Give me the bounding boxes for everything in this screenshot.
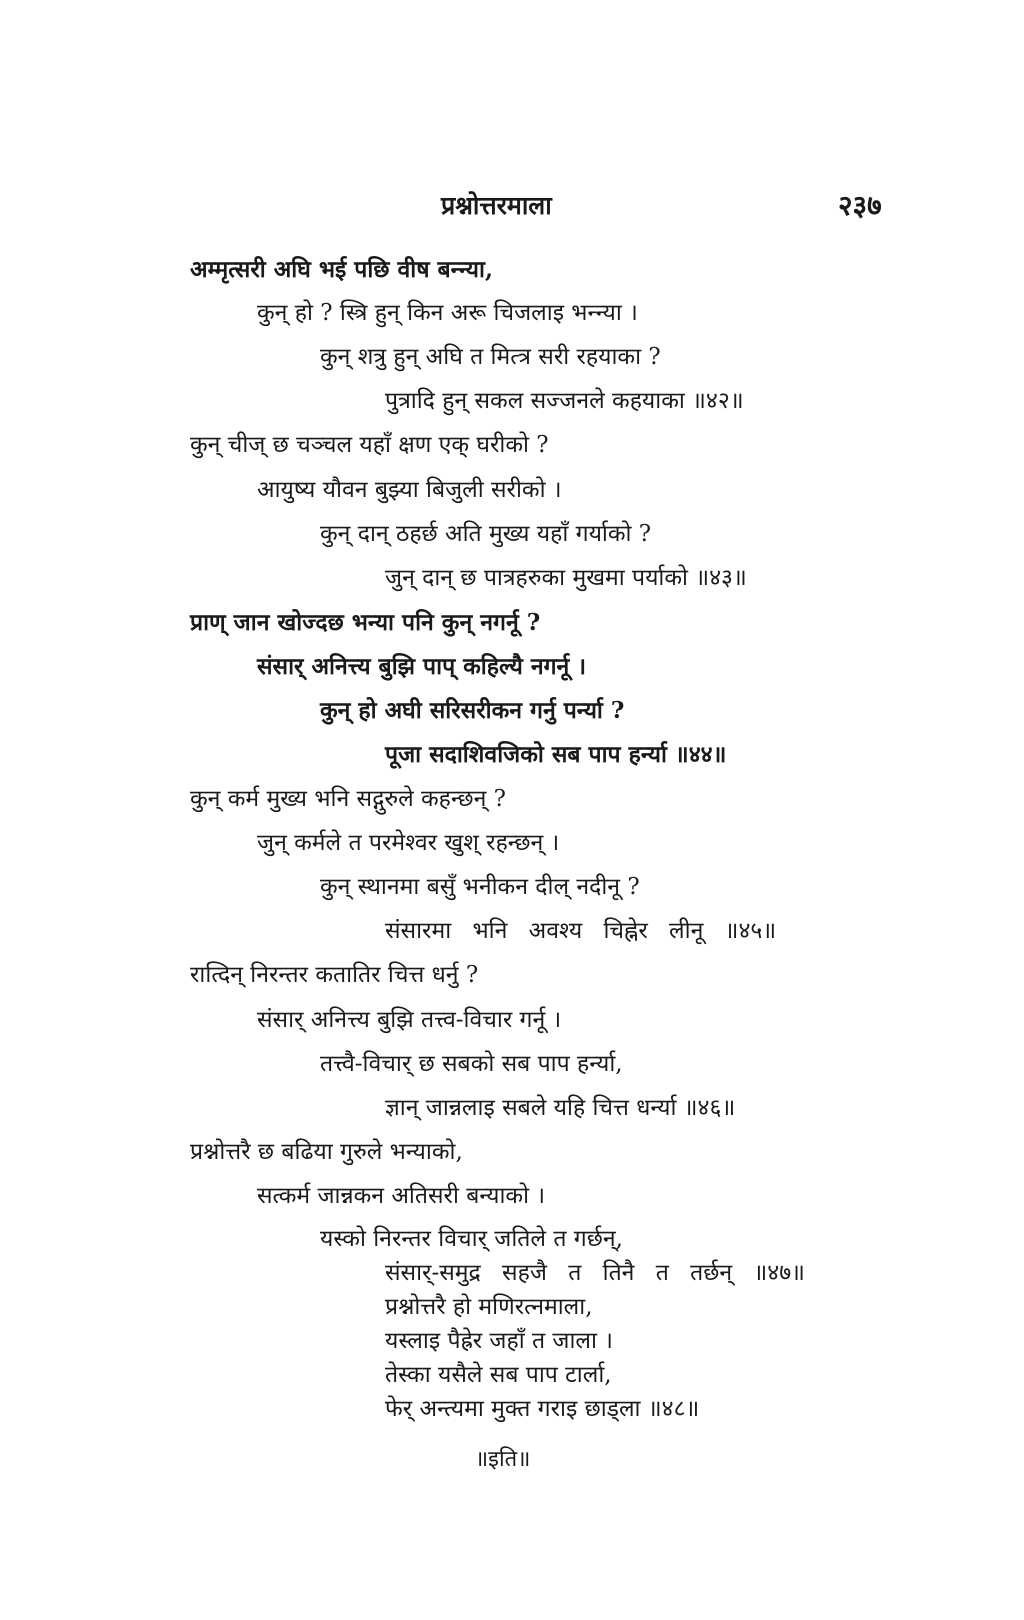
verse-line: पुत्रादि हुन् सकल सज्जनले कहयाका ॥४२॥: [385, 388, 744, 414]
verse-line: पूजा सदाशिवजिको सब पाप हर्न्या ॥४४॥: [385, 741, 727, 768]
verse-line: प्रश्नोत्तरै छ बढिया गुरुले भन्याको,: [190, 1139, 463, 1165]
verse-line: प्रश्नोत्तरै हो मणिरत्नमाला,: [385, 1294, 593, 1320]
verse-line: यस्को निरन्तर विचार् जतिले त गर्छन्,: [320, 1226, 623, 1252]
verse-line: कुन् शत्रु हुन् अघि त मित्त्र सरी रहयाका ?: [320, 344, 661, 370]
verse-line: सत्कर्म जान्नकन अतिसरी बन्याको ।: [257, 1183, 546, 1209]
verse-line: जुन् कर्मले त परमेश्वर खुश् रहन्छन् ।: [257, 830, 560, 856]
closing-iti: ॥इति॥: [475, 1447, 531, 1472]
verse-line: रात्दिन् निरन्तर कतातिर चित्त धर्नु ?: [190, 962, 479, 988]
verse-line: संसार् अनित्त्य बुझि तत्त्व-विचार गर्नू ।: [257, 1007, 562, 1033]
verse-line: ज्ञान् जान्नलाइ सबले यहि चित्त धर्न्या ॥४६॥: [385, 1095, 736, 1121]
running-header-title: प्रश्नोत्तरमाला: [441, 191, 552, 220]
verse-line: कुन् हो अघी सरिसरीकन गर्नु पर्न्या ?: [320, 697, 625, 724]
verse-line: कुन् चीज् छ चञ्चल यहाँ क्षण एक् घरीको ?: [190, 432, 549, 458]
verse-line: जुन् दान् छ पात्रहरुका मुखमा पर्याको ॥४३॥: [385, 565, 747, 591]
verse-line: तेस्का यसैले सब पाप टार्ला,: [385, 1362, 612, 1388]
verse-line: फेर् अन्त्यमा मुक्त गराइ छाड्ला ॥४८॥: [385, 1396, 700, 1422]
verse-line: आयुष्य यौवन बुझ्या बिजुली सरीको ।: [257, 477, 562, 503]
verse-line: यस्लाइ पैह्रेर जहाँ त जाला ।: [385, 1328, 614, 1354]
verse-line: कुन् स्थानमा बसुँ भनीकन दील् नदीनू ?: [320, 874, 640, 900]
page-number: २३७: [838, 189, 882, 222]
verse-line: कुन् कर्म मुख्य भनि सद्गुरुले कहन्छन् ?: [190, 786, 506, 812]
verse-line: कुन् हो ? स्त्रि हुन् किन अरू चिजलाइ भन्न्या ।: [257, 300, 638, 326]
verse-line: संसार्-समुद्र सहजै त तिनै त तर्छन् ॥४७॥: [385, 1260, 805, 1286]
verse-line: संसार् अनित्त्य बुझि पाप् कहिल्यै नगर्नू ।: [257, 653, 587, 680]
verse-line: कुन् दान् ठहर्छ अति मुख्य यहाँ गर्याको ?: [320, 521, 652, 547]
verse-line: प्राण् जान खोज्दछ भन्या पनि कुन् नगर्नू ?: [190, 609, 541, 636]
verse-line: तत्त्वै-विचार् छ सबको सब पाप हर्न्या,: [320, 1051, 623, 1077]
verse-line: संसारमा भनि अवश्य चिह्नेर लीनू ॥४५॥: [385, 918, 777, 944]
verse-line: अम्मृत्सरी अघि भई पछि वीष बन्न्या,: [190, 256, 493, 283]
